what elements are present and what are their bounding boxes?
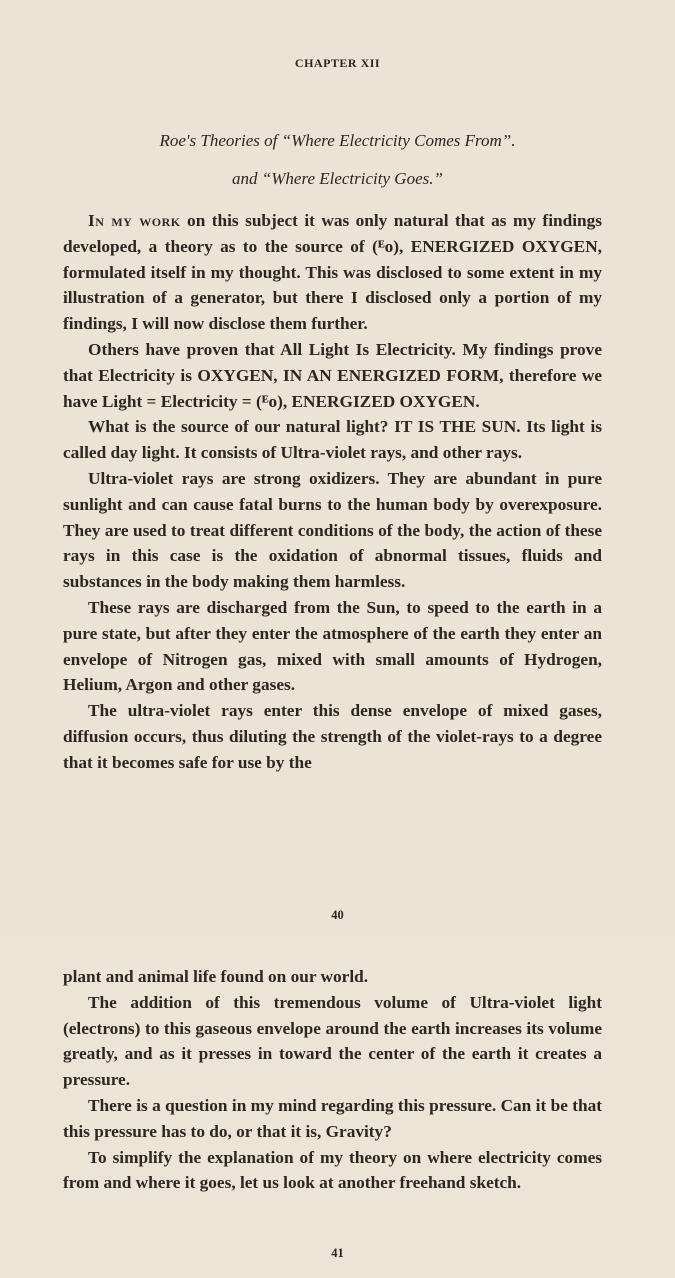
paragraph-5: These rays are discharged from the Sun, to speed to the earth in a pure state, but after they enter the atmosphere of the earth they enter an envelope of Nitrogen gas, mixed with small amounts of Hydrogen, Helium, Argon and other gases.	[63, 597, 602, 695]
paragraph-3: What is the source of our natural light? IT IS THE SUN. Its light is called day light. It consists of Ultra-violet rays, and other rays.	[63, 417, 602, 463]
paragraph-9: To simplify the explanation of my theory on where electricity comes from and where it goes, let us look at another freehand sketch.	[63, 1147, 602, 1193]
chapter-title-line-1: Roe's Theories of “Where Electricity Comes From”.	[159, 131, 516, 150]
page-number: 41	[331, 1246, 344, 1260]
page-41	[0, 938, 675, 1278]
paragraph-6: The ultra-violet rays enter this dense envelope of mixed gases, diffusion occurs, thus diluting the strength of the violet-rays to a degree that it becomes safe for use by the	[63, 701, 602, 772]
paragraph-2: Others have proven that All Light Is Electricity. My findings prove that Electricity is OXYGEN, IN AN ENERGIZED FORM, therefore we have Light = Electricity = (ᴱo), ENERGIZED OXYGEN.	[63, 339, 602, 411]
paragraph-1: In my work on this subject it was only natural that as my findings developed, a theory as to the source of (ᴱo), ENERGIZED OXYGEN, formulated itself in my thought. This was disclosed to some extent in my illustration of a generator, but there I disclosed only a portion of my findings, I will now disclose them further.	[63, 211, 602, 334]
chapter-title-line-2: and “Where Electricity Goes.”	[232, 169, 443, 188]
opening-words: In my work	[88, 211, 181, 230]
chapter-heading: CHAPTER XII	[294, 56, 381, 70]
paragraph-4: Ultra-violet rays are strong oxidizers. They are abundant in pure sunlight and can cause fatal burns to the human body by overexposure. They are used to treat different conditions of the body, the action of these rays in this case is the oxidation of abnormal tissues, fluids and substances in the body making them harmless.	[63, 468, 602, 592]
continued-paragraph: plant and animal life found on our world.	[63, 967, 369, 986]
paragraph-8: There is a question in my mind regarding this pressure. Can it be that this pressure has to do, or that it is, Gravity?	[63, 1095, 602, 1141]
paragraph-7: The addition of this tremendous volume of Ultra-violet light (electrons) to this gaseous envelope around the earth increases its volume greatly, and as it presses in toward the center of the earth it creates a pressure.	[63, 992, 602, 1090]
page-41-body	[63, 964, 602, 1196]
page-40-body	[63, 208, 602, 776]
page-number: 40	[331, 908, 344, 922]
